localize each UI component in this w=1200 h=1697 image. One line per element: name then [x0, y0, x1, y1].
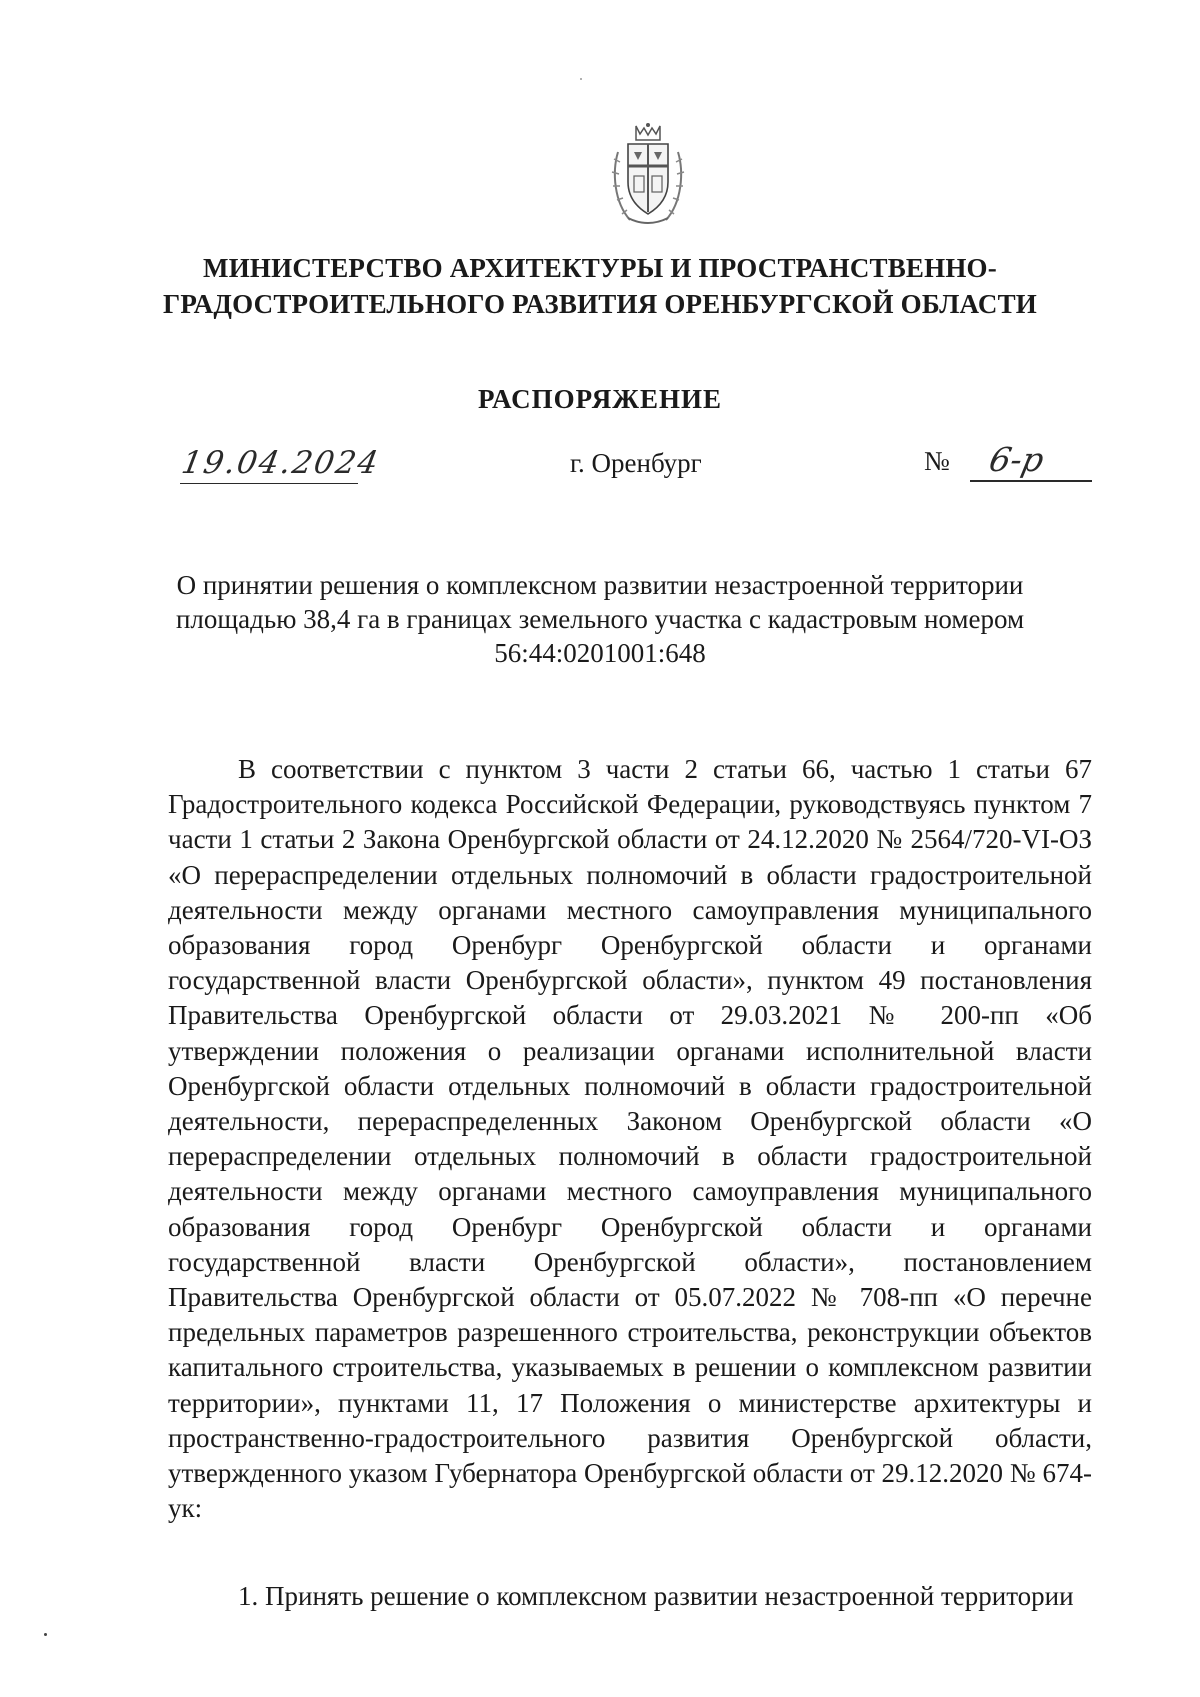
- scan-speck: [44, 1633, 47, 1636]
- number-sign: №: [924, 446, 950, 476]
- ministry-name-line2: ГРАДОСТРОИТЕЛЬНОГО РАЗВИТИЯ ОРЕНБУРГСКОЙ ОБЛАСТИ: [163, 289, 1037, 319]
- document-date: 19.04.2024: [178, 445, 383, 481]
- oblast-coat-of-arms-icon: [610, 122, 686, 230]
- date-underline: [180, 483, 358, 484]
- subject-line3: 56:44:0201001:648: [494, 638, 706, 668]
- ministry-name: [150, 250, 1050, 322]
- subject-line1: О принятии решения о комплексном развитии незастроенной территории: [176, 570, 1024, 600]
- list-item: 1. Принять решение о комплексном развитии незастроенной территории: [238, 1581, 1074, 1611]
- document-number-label: [924, 446, 950, 477]
- body-paragraph: В соответствии с пунктом 3 части 2 статьи 66, частью 1 статьи 67 Градостроительного кодекса Российской Федерации, руководствуясь пунктом 7 части 1 статьи 2 Закона Оренбургской области от 24.12.2020 № 2564/720-VI-ОЗ «О перераспределении отдельных полномочий в области градостроительной деятельности между органами местного самоуправления муниципального образования город Оренбург Оренбургской области и органами государственной власти Оренбургской области», пунктом 49 постановления Правительства Оренбургской области от 29.03.2021 № 200-пп «Об утверждении положения о реализации органами исполнительной власти Оренбургской области отдельных полномочий в области градостроительной деятельности, перераспределенных Законом Оренбургской области «О перераспределении отдельных полномочий в области градостроительной деятельности между органами местного самоуправления муниципального образования город Оренбург Оренбургской области и органами государственной власти Оренбургской области», постановлением Правительства Оренбургской области от 05.07.2022 № 708-пп «О перечне предельных параметров разрешенного строительства, реконструкции объектов капитального строительства, указываемых в решении о комплексном развитии территории», пунктами 11, 17 Положения о министерстве архитектуры и пространственно-градостроительного развития Оренбургской области, утвержденного указом Губернатора Оренбургской области от 29.12.2020 № 674-ук:: [168, 754, 1092, 1524]
- subject-line2: площадью 38,4 га в границах земельного участка с кадастровым номером: [175, 604, 1025, 634]
- document-subject: [150, 568, 1050, 670]
- document-number: 6-р: [985, 440, 1048, 479]
- number-underline: [970, 480, 1092, 482]
- scan-speck: [580, 78, 582, 80]
- document-city: г. Оренбург: [570, 448, 702, 478]
- ministry-name-line1: МИНИСТЕРСТВО АРХИТЕКТУРЫ И ПРОСТРАНСТВЕННО-: [203, 253, 997, 283]
- document-type-title: РАСПОРЯЖЕНИЕ: [477, 384, 723, 414]
